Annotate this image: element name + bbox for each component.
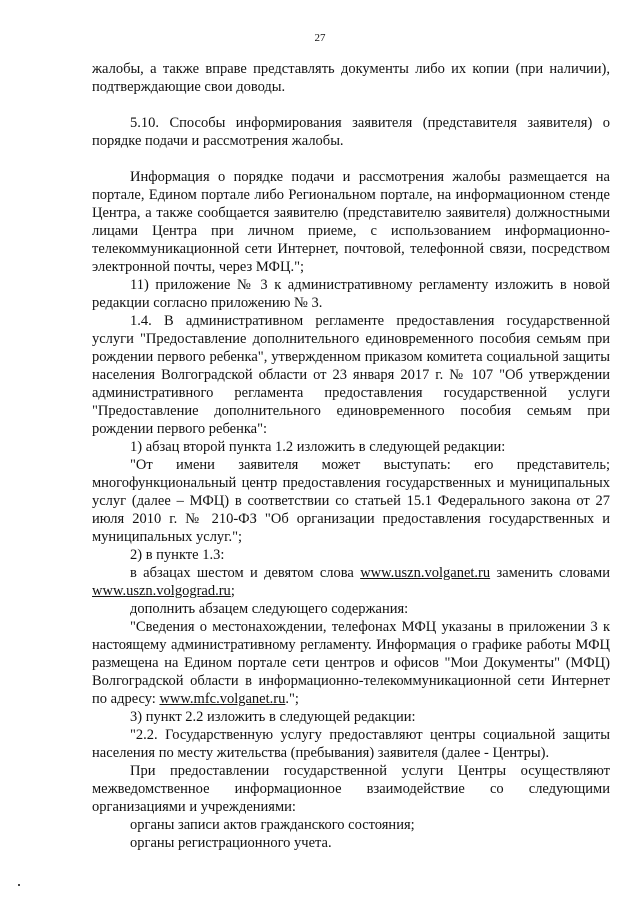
text-fragment: .";: [285, 691, 299, 707]
page-number: 27: [314, 32, 326, 44]
paragraph: органы регистрационного учета.: [130, 835, 332, 851]
link-uszn-volgograd[interactable]: www.uszn.volgograd.ru: [92, 583, 231, 599]
paragraph: 1.4. В административном регламенте предоставления государственной услуги "Предоставление дополнительного единовременного пособия семьям при рождении первого ребенка", утвержденном приказом комитета социальной защиты населения Волгоградской области от 23 января 2017 г. № 107 "Об утверждении административного регламента предоставления государственной услуги "Предоставление дополнительного единовременного пособия семьям при рождении первого ребенка":: [92, 313, 610, 437]
paragraph: [92, 618, 610, 708]
paragraph: При предоставлении государственной услуги Центры осуществляют межведомственное информационное взаимодействие со следующими организациями и учреждениями:: [92, 763, 610, 815]
paragraph: 11) приложение № 3 к административному регламенту изложить в новой редакции согласно приложению № 3.: [92, 277, 610, 311]
section-heading: 5.10. Способы информирования заявителя (представителя заявителя) о порядке подачи и рассмотрения жалобы.: [92, 115, 610, 149]
paragraph: "2.2. Государственную услугу предоставляют центры социальной защиты населения по месту жительства (пребывания) заявителя (далее - Центры).: [92, 727, 610, 761]
link-uszn-volganet[interactable]: www.uszn.volganet.ru: [360, 565, 491, 581]
paragraph: дополнить абзацем следующего содержания:: [130, 601, 409, 617]
text-fragment: "Сведения о местонахождении, телефонах МФЦ указаны в приложении 3 к настоящему административному регламенту. Информация о графике работы МФЦ размещена на Едином портале сети центров и офисов "Мои Документы" (МФЦ) Волгоградской области в информационно-телекоммуникационной сети Интернет по адресу:: [92, 619, 610, 707]
text-fragment: в абзацах шестом и девятом слова: [130, 565, 361, 581]
paragraph: [92, 564, 610, 600]
paragraph: 1) абзац второй пункта 1.2 изложить в следующей редакции:: [130, 439, 506, 455]
paragraph: "От имени заявителя может выступать: его представитель; многофункциональный центр предоставления государственных и муниципальных услуг (далее – МФЦ) в соответствии со статьей 15.1 Федерального закона от 27 июля 2010 г. № 210-ФЗ "Об организации предоставления государственных и муниципальных услуг.";: [92, 457, 610, 545]
paragraph: органы записи актов гражданского состояния;: [130, 817, 415, 833]
link-mfc-volganet[interactable]: www.mfc.volganet.ru: [159, 691, 286, 707]
text-fragment: ;: [230, 583, 235, 599]
paragraph: 2) в пункте 1.3:: [130, 547, 225, 563]
paragraph: жалобы, а также вправе представлять документы либо их копии (при наличии), подтверждающие свои доводы.: [92, 61, 610, 95]
scan-speck: [18, 884, 20, 886]
paragraph: Информация о порядке подачи и рассмотрения жалобы размещается на портале, Едином портале либо Региональном портале, на информационном стенде Центра, а также сообщается заявителю (представителю заявителя) должностными лицами Центра при личном приеме, с использованием информационно-телекоммуникационной сети Интернет, почтовой, телефонной связи, посредством электронной почты, через МФЦ.";: [92, 169, 610, 275]
paragraph: 3) пункт 2.2 изложить в следующей редакции:: [130, 709, 416, 725]
text-fragment: заменить словами: [490, 565, 610, 581]
document-body: [92, 60, 610, 852]
